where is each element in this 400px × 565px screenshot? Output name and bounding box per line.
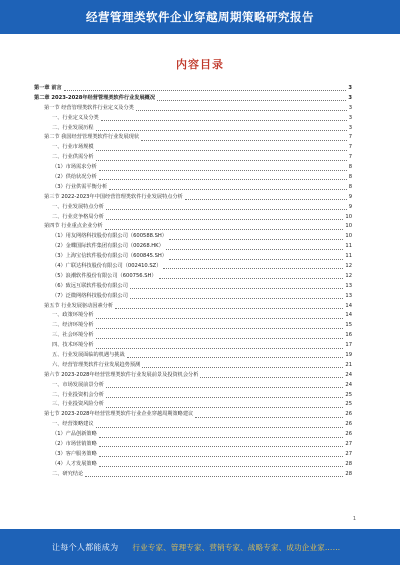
toc-leader-dots [99,466,344,467]
toc-entry-label: 二、行业竞争格局分析 [52,213,104,220]
toc-entry-page: 7 [348,154,352,161]
toc-entry-label: 一、行业定义及分类 [52,114,99,121]
toc-entry-label: 一、政策环境分析 [52,312,94,319]
toc-leader-dots [106,209,347,210]
toc-leader-dots [96,338,344,339]
toc-leader-dots [106,407,344,408]
toc-entry[interactable] [34,222,352,232]
toc-entry[interactable] [34,282,352,292]
toc-entry-page: 11 [345,243,352,250]
toc-entry-label: 第二节 我国经营管理类软件行业发展现状 [44,134,140,141]
toc-entry-page: 15 [345,322,352,329]
toc-leader-dots [185,199,347,200]
toc-entry[interactable] [34,104,352,114]
toc-entry-label: 第四节 行业重点企业分析 [44,223,103,230]
toc-entry-page: 8 [348,164,352,171]
toc-entry-page: 26 [345,431,352,438]
toc-entry-page: 3 [348,104,352,111]
toc-entry-page: 9 [348,203,352,210]
toc-entry[interactable] [34,272,352,282]
toc-entry-label: 第七节 2023-2028年经营管理类软件行业企业穿越周期策略建议 [44,411,194,418]
toc-entry[interactable] [34,84,352,94]
toc-entry-page: 21 [345,361,352,368]
toc-entry-label: 第五节 行业发展驱动因素分析 [44,302,114,309]
toc-leader-dots [101,120,347,121]
toc-entry-page: 16 [345,332,352,339]
toc-entry[interactable] [34,242,352,252]
toc-entry[interactable] [34,420,352,430]
toc-entry-page: 24 [345,371,352,378]
toc-entry-label: 第三节 2022-2023年中国经营管理类软件行业发展特点分析 [44,193,183,200]
toc-entry-page: 7 [348,134,352,141]
toc-entry[interactable] [34,440,352,450]
toc-entry[interactable] [34,430,352,440]
toc-entry-label: 三、行业投资风险分析 [52,401,104,408]
toc-leader-dots [142,367,343,368]
toc-entry[interactable] [34,232,352,242]
toc-entry-page: 10 [345,233,352,240]
toc-entry-page: 3 [348,124,352,131]
toc-entry-label: （5）浪潮软件股份有限公司（600756.SH） [52,272,157,279]
toc-entry-label: 第一章 前言 [34,84,62,91]
toc-entry-page: 9 [348,193,352,200]
toc-entry-page: 11 [345,253,352,260]
toc-entry-page: 7 [348,144,352,151]
toc-entry-label: （1）产品创新策略 [52,431,97,438]
toc-leader-dots [85,476,343,477]
toc-leader-dots [169,259,343,260]
toc-entry-label: （6）致远互联软件股份有限公司 [52,282,128,289]
toc-leader-dots [106,397,344,398]
toc-entry[interactable] [34,133,352,143]
footer-tagline: 行业专家、管理专家、营销专家、战略专家、成功企业家…… [132,542,341,552]
toc-entry[interactable] [34,124,352,134]
toc-leader-dots [163,268,343,269]
toc-entry-label: 第一节 经营管理类软件行业定义及分类 [44,104,134,111]
toc-entry[interactable] [34,410,352,420]
toc-entry[interactable] [34,460,352,470]
toc-entry-page: 12 [345,263,352,270]
toc-entry-label: （3）行业供需平衡分析 [52,183,108,190]
toc-leader-dots [64,90,347,91]
toc-entry-page: 27 [345,450,352,457]
toc-leader-dots [136,110,347,111]
table-of-contents [34,84,352,480]
toc-entry-page: 14 [345,312,352,319]
toc-heading: 内容目录 [176,58,224,71]
toc-entry-label: 二、行业供需分析 [52,154,94,161]
toc-entry[interactable] [34,292,352,302]
toc-entry[interactable] [34,114,352,124]
toc-entry-label: 二、研究结论 [52,470,84,477]
toc-entry[interactable] [34,311,352,321]
toc-entry[interactable] [34,143,352,153]
toc-entry-label: （7）泛微网络科技股份有限公司 [52,292,128,299]
toc-entry-page: 12 [345,272,352,279]
toc-entry-page: 25 [345,391,352,398]
toc-entry-page: 26 [345,411,352,418]
toc-entry-label: 四、技术环境分析 [52,342,94,349]
toc-entry-label: 二、行业发展历程 [52,124,94,131]
toc-entry-label: 一、行业市场规模 [52,144,94,151]
toc-entry-page: 13 [345,292,352,299]
toc-entry-page: 25 [345,401,352,408]
toc-entry-label: （3）客户服务策略 [52,450,97,457]
toc-entry-label: 一、经营策略建议 [52,421,94,428]
toc-entry[interactable] [34,351,352,361]
toc-leader-dots [96,160,347,161]
toc-entry[interactable] [34,262,352,272]
toc-entry-label: 第二章 2023-2028年经营管理类软件行业发展概况 [34,94,156,101]
toc-entry-label: 三、社会环境分析 [52,332,94,339]
report-header [0,0,400,34]
toc-entry[interactable] [34,361,352,371]
toc-leader-dots [130,298,343,299]
toc-leader-dots [127,357,344,358]
toc-entry-page: 8 [348,183,352,190]
toc-entry-label: （4）人才发展策略 [52,460,97,467]
toc-leader-dots [96,130,347,131]
toc-entry-page: 24 [345,381,352,388]
toc-entry-page: 3 [348,94,352,101]
toc-leader-dots [99,170,347,171]
toc-entry-page: 14 [345,302,352,309]
toc-entry[interactable] [34,163,352,173]
toc-entry[interactable] [34,450,352,460]
toc-entry[interactable] [34,203,352,213]
toc-entry[interactable] [34,252,352,262]
toc-entry[interactable] [34,183,352,193]
toc-leader-dots [106,219,344,220]
footer-slogan: 让每个人都能成为 [52,542,119,552]
toc-entry-label: 一、行业发展特点分析 [52,203,104,210]
toc-entry[interactable] [34,94,352,104]
toc-entry[interactable] [34,371,352,381]
toc-entry[interactable] [34,391,352,401]
toc-entry-page: 10 [345,213,352,220]
toc-entry[interactable] [34,470,352,480]
report-title: 经营管理类软件企业穿越周期策略研究报告 [86,10,314,24]
toc-entry[interactable] [34,401,352,411]
toc-entry[interactable] [34,302,352,312]
toc-entry-label: （1）用友网络科技股份有限公司（600588.SH） [52,233,167,240]
toc-leader-dots [96,348,344,349]
toc-leader-dots [130,288,343,289]
toc-leader-dots [99,179,347,180]
toc-leader-dots [96,150,347,151]
toc-entry-page: 28 [345,470,352,477]
toc-entry[interactable] [34,213,352,223]
toc-entry[interactable] [34,173,352,183]
toc-leader-dots [96,328,344,329]
toc-leader-dots [169,239,343,240]
toc-entry-label: （4）广联达科技股份有限公司（002410.SZ） [52,263,162,270]
toc-leader-dots [106,387,344,388]
toc-leader-dots [195,417,343,418]
toc-entry-label: 二、行业投资机会分析 [52,391,104,398]
toc-entry-label: 六、经营管理类软件行业发展趋势预测 [52,361,141,368]
toc-entry-label: （2）市场营销策略 [52,441,97,448]
toc-entry-page: 19 [345,352,352,359]
page-number: 1 [352,516,356,522]
toc-leader-dots [159,278,344,279]
toc-entry[interactable] [34,331,352,341]
toc-leader-dots [166,249,344,250]
toc-entry-page: 17 [345,342,352,349]
toc-leader-dots [99,446,344,447]
toc-entry-page: 13 [345,282,352,289]
toc-leader-dots [99,437,344,438]
toc-leader-dots [96,427,344,428]
toc-entry[interactable] [34,321,352,331]
toc-entry-page: 28 [345,460,352,467]
toc-entry-page: 8 [348,174,352,180]
toc-entry-label: 一、市场发展前景分析 [52,381,104,388]
toc-entry-label: （1）市场需求分析 [52,164,97,171]
report-footer [0,529,400,565]
toc-entry-label: 五、行业发展面临的机遇与挑战 [52,352,125,359]
toc-entry-label: （2）金蝶国际软件集团有限公司（00268.HK） [52,243,164,250]
toc-leader-dots [99,456,344,457]
toc-entry-label: （2）供给状况分析 [52,174,97,180]
toc-leader-dots [157,100,346,101]
toc-leader-dots [115,308,343,309]
toc-entry-label: 第六节 2023-2028年经营管理类软件行业发展前景及投资机会分析 [44,371,199,378]
toc-entry-page: 10 [345,223,352,230]
toc-leader-dots [141,140,347,141]
toc-entry[interactable] [34,193,352,203]
toc-entry-page: 3 [348,84,352,91]
toc-leader-dots [96,318,344,319]
toc-entry-page: 3 [348,114,352,121]
toc-entry-page: 26 [345,421,352,428]
toc-entry-label: 二、经济环境分析 [52,322,94,329]
toc-leader-dots [109,189,347,190]
toc-leader-dots [200,377,343,378]
toc-entry-label: （3）上海宝信软件股份有限公司（600845.SH） [52,253,167,260]
toc-entry[interactable] [34,381,352,391]
toc-leader-dots [105,229,344,230]
toc-entry[interactable] [34,153,352,163]
toc-entry-page: 27 [345,441,352,448]
toc-entry[interactable] [34,341,352,351]
